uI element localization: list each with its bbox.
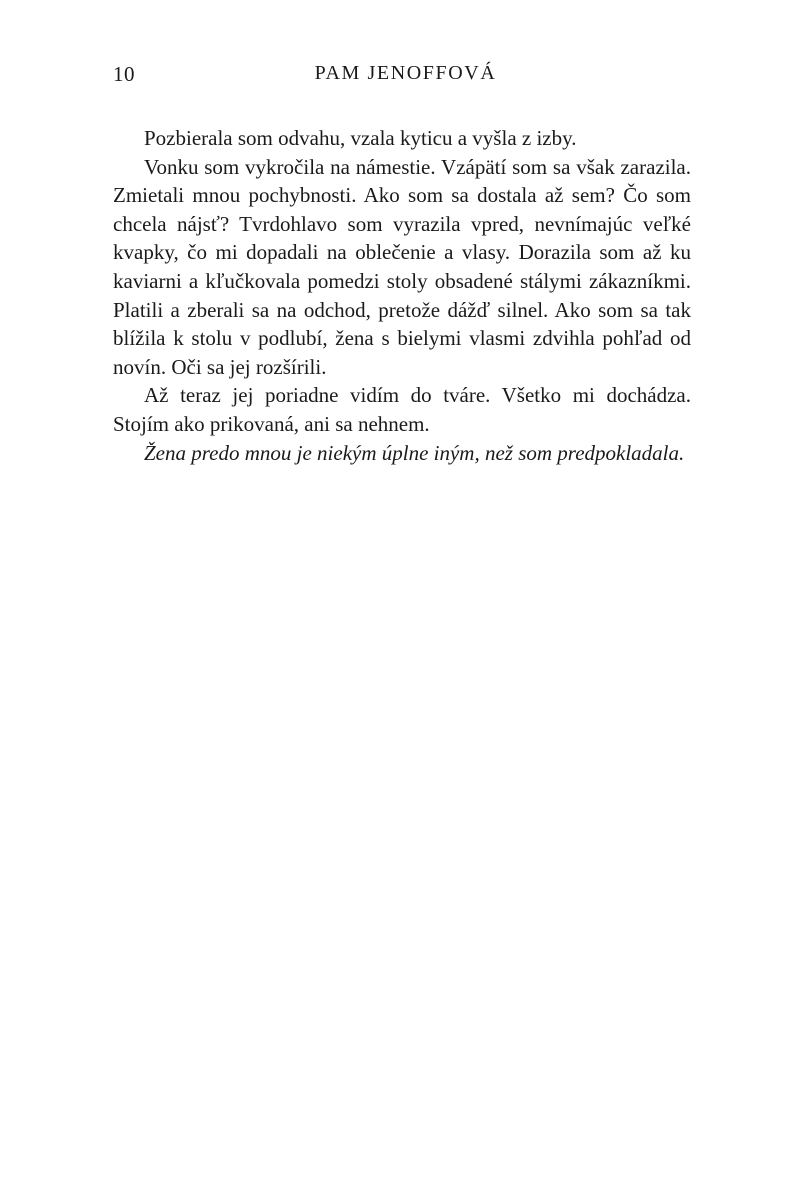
paragraph-3: Až teraz jej poriadne vidím do tváre. Všetko mi dochádza. Stojím ako prikovaná, ani sa nehnem.	[113, 383, 691, 436]
paragraph-1: Pozbierala som odvahu, vzala kyticu a vyšla z izby.	[144, 126, 577, 150]
paragraph-2: Vonku som vykročila na námestie. Vzápätí som sa však zarazila. Zmietali mnou pochybnosti. Ako som sa dostala až sem? Čo som chcela nájsť? Tvrdohlavo som vyrazila vpred, nevnímajúc veľké kvapky, čo mi dopadali na oblečenie a vlasy. Dorazila som až ku kaviarni a kľučkovala pomedzi stoly obsadené stálymi zákazníkmi. Platili a zberali sa na odchod, pretože dážď silnel. Ako som sa tak blížila k stolu v podlubí, žena s bielymi vlasmi zdvihla pohľad od novín. Oči sa jej rozšírili.	[113, 154, 691, 379]
paragraph-4-italic: Žena predo mnou je niekým úplne iným, než som predpokladala.	[144, 440, 685, 465]
body-text	[113, 124, 691, 467]
running-head: PAM JENOFFOVÁ	[314, 62, 497, 84]
page-number: 10	[113, 62, 135, 86]
